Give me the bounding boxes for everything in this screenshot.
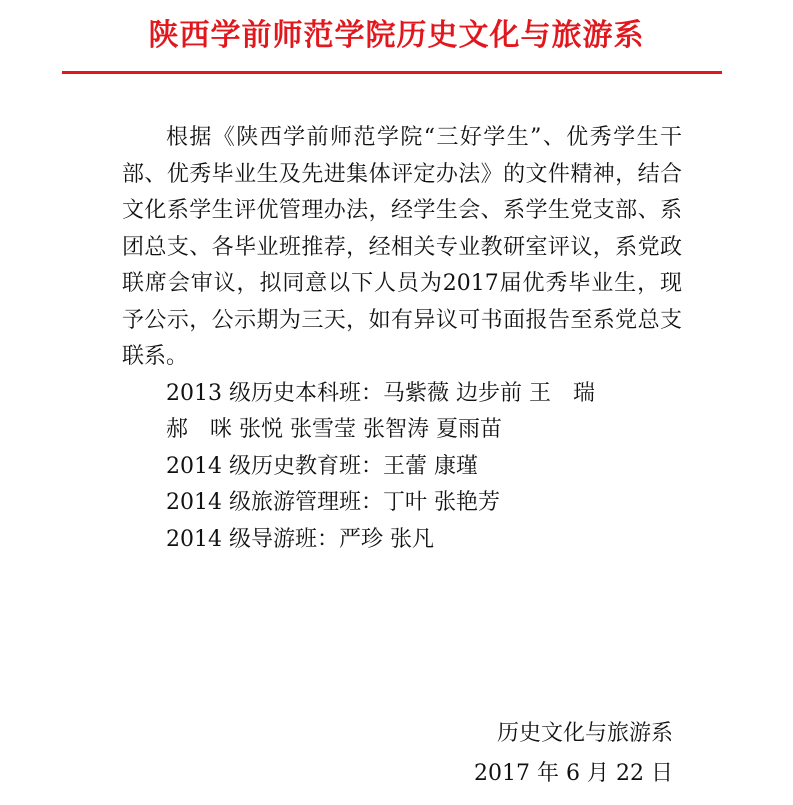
list-item: 2014 级历史教育班：王蕾 康瑾 bbox=[166, 453, 478, 479]
list-item: 2013 级历史本科班：马紫薇 边步前 王 瑞 bbox=[166, 380, 595, 406]
list-item: 2014 级旅游管理班：丁叶 张艳芳 bbox=[166, 490, 500, 515]
signature-date: 2017 年 6 月 22 日 bbox=[474, 761, 673, 786]
page-title: 陕西学前师范学院历史文化与旅游系 bbox=[148, 18, 645, 53]
notice-body bbox=[122, 120, 682, 558]
notice-paragraph: 根据《陕西学前师范学院“三好学生”、优秀学生干部、优秀毕业生及先进集体评定办法》的文件精神，结合文化系学生评优管理办法，经学生会、系学生党支部、系团总支、各毕业班推荐，经相关专业教研室评议，系党政联席会审议，拟同意以下人员为2017届优秀毕业生，现予公示，公示期为三天，如有异议可书面报告至系党总支联系。 bbox=[122, 125, 682, 369]
header-divider bbox=[62, 71, 722, 74]
signature-block bbox=[474, 714, 673, 794]
list-item: 郝 咪 张悦 张雪莹 张智涛 夏雨苗 bbox=[166, 417, 502, 442]
list-item: 2014 级导游班：严珍 张凡 bbox=[166, 526, 434, 552]
signature-department: 历史文化与旅游系 bbox=[496, 721, 673, 746]
